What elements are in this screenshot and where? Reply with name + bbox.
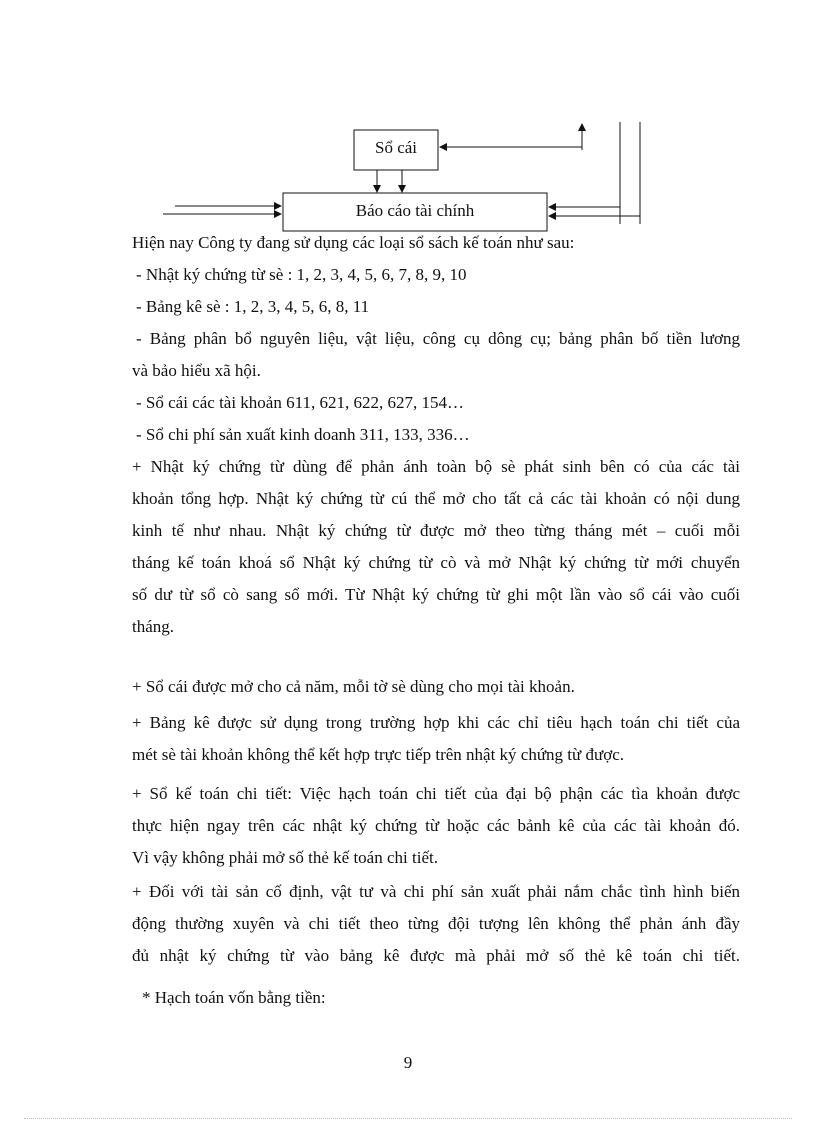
intro-text [132, 227, 740, 259]
list-item: và bảo hiểu xã hội. [132, 361, 261, 380]
paragraph-nhat-ky [132, 451, 740, 643]
paragraph-line: + Bảng kê được sử dụng trong trường hợp khi các chỉ tiêu hạch toán chi tiết của [132, 713, 740, 732]
paragraph-line: số dư từ sổ cò sang sổ mới. Từ Nhật ký chứng từ ghi một lần vào sổ cái vào cuối [132, 585, 740, 604]
so-cai-label: Sổ cái [374, 138, 418, 157]
paragraph-line: khoản tổng hợp. Nhật ký chứng từ cú thể mở cho tất cả các tài khoản có nội dung [132, 489, 740, 508]
paragraph-tai-san [132, 876, 740, 972]
paragraph-line: mét sè tài khoản không thể kết hợp trực tiếp trên nhật ký chứng từ được. [132, 745, 624, 764]
paragraph-line: tháng. [132, 617, 175, 636]
list-item: - Nhật ký chứng từ sè : 1, 2, 3, 4, 5, 6, 7, 8, 9, 10 [136, 265, 467, 284]
paragraph-line: tháng kế toán khoá sổ Nhật ký chứng từ cò và mở Nhật ký chứng từ mới chuyển [132, 553, 740, 572]
page-number: 9 [403, 1053, 413, 1072]
intro-line: Hiện nay Công ty đang sử dụng các loại sổ sách kế toán như sau: [132, 233, 575, 252]
bao-cao-label: Báo cáo tài chính [355, 201, 475, 220]
paragraph-line: + Sổ kế toán chi tiết: Việc hạch toán chi tiết của đại bộ phận các tìa khoản được [132, 784, 740, 803]
paragraph-line: động thường xuyên và chi tiết theo từng đội tượng lên không thể phản ánh đầy [132, 914, 740, 933]
paragraph-line: + Sổ cái được mở cho cả năm, mỗi tờ sè dùng cho mọi tài khoản. [132, 677, 575, 696]
paragraph-line: kinh tế như nhau. Nhật ký chứng từ được mở theo từng tháng mét – cuối mỗi [132, 521, 740, 540]
paragraph-so-ke-toan-chi-tiet [132, 778, 740, 874]
paragraph-bang-ke [132, 707, 740, 771]
paragraph-line: + Nhật ký chứng từ dùng để phản ánh toàn bộ sè phát sinh bên có của các tài [132, 457, 740, 476]
paragraph-line: thực hiện ngay trên các nhật ký chứng từ hoặc các bảnh kê của các tài khoản đó. [132, 816, 740, 835]
ledger-list [132, 259, 740, 451]
paragraph-line: đủ nhật ký chứng từ vào bảng kê được mà phải mở số thẻ kê toán chi tiết. [132, 946, 740, 965]
bottom-rule [24, 1118, 792, 1119]
heading-hach-toan-von [132, 982, 740, 1014]
paragraph-so-cai [132, 671, 740, 703]
list-item: - Sổ chi phí sản xuất kinh doanh 311, 133, 336… [136, 425, 470, 444]
list-item: - Bảng phân bổ nguyên liệu, vật liệu, công cụ dông cụ; bảng phân bố tiền lương [136, 329, 740, 348]
list-item: - Sổ cái các tài khoản 611, 621, 622, 627, 154… [136, 393, 464, 412]
paragraph-line: Vì vậy không phải mở số thẻ kế toán chi tiết. [132, 848, 438, 867]
section-heading: * Hạch toán vốn bằng tiền: [142, 988, 326, 1007]
paragraph-line: + Đối với tài sản cố định, vật tư và chi phí sản xuất phải nắm chắc tình hình biến [132, 882, 740, 901]
list-item: - Bảng kê sè : 1, 2, 3, 4, 5, 6, 8, 11 [136, 297, 370, 316]
